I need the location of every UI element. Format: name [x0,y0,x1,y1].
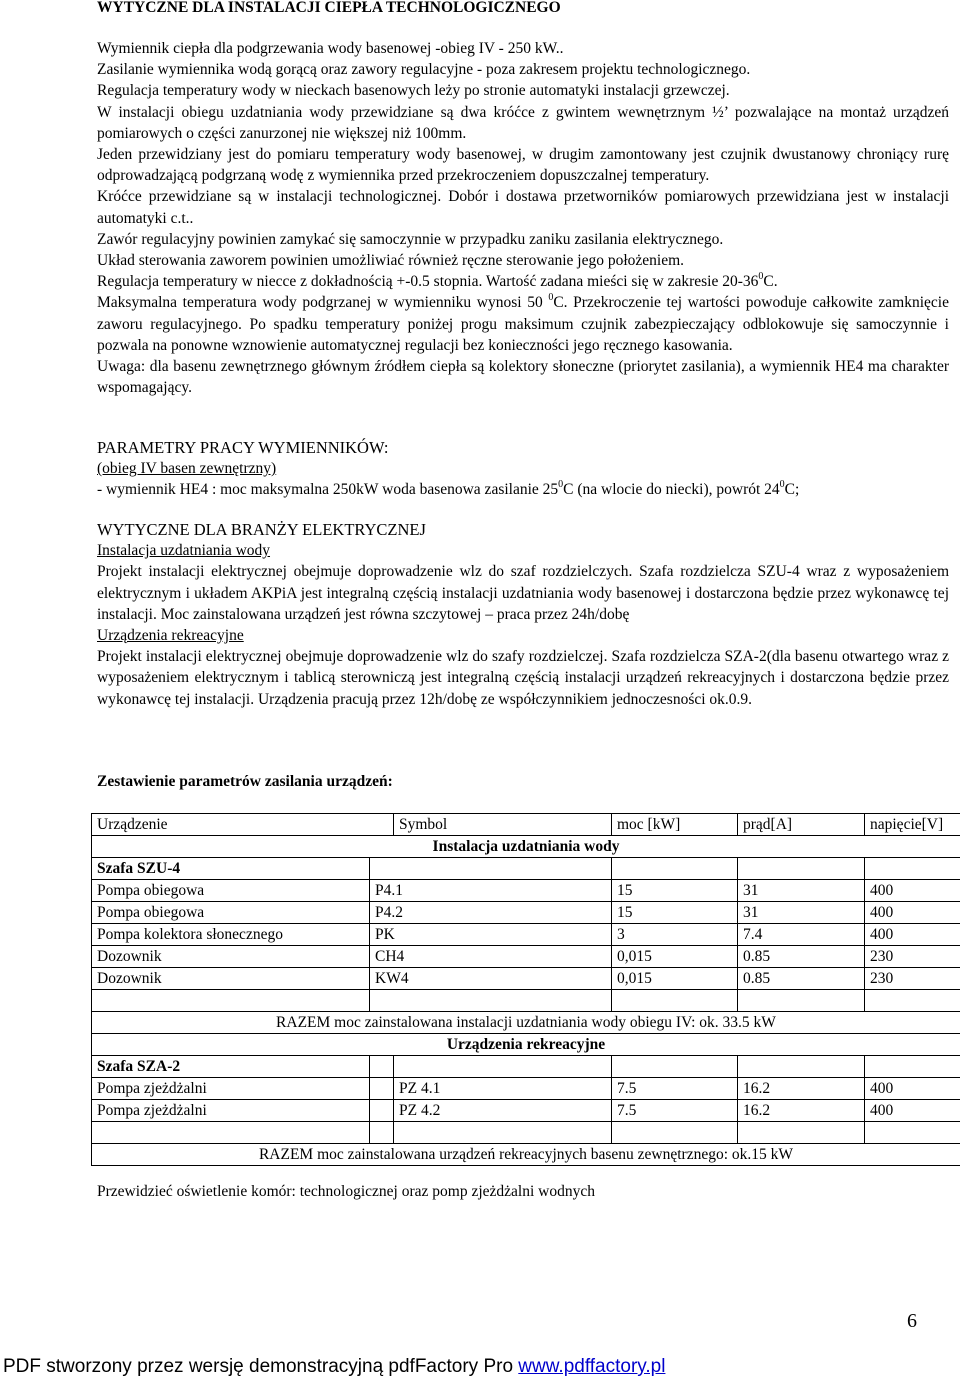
cell-power: 7.5 [612,1100,738,1122]
cell-voltage: 400 [865,1078,960,1100]
intro-line: Regulacja temperatury wody w nieckach basenowych leży po stronie automatyki instalacji grzewczej. [97,82,730,100]
cell-power: 15 [612,902,738,924]
header-cell: moc [kW] [612,814,738,836]
parameters-subheading: (obieg IV basen zewnętrzny) [97,460,277,478]
electrical-guidelines [97,519,949,710]
cell-device: Pompa obiegowa [92,902,370,924]
header-cell: Symbol [394,814,612,836]
recreation-subheading: Urządzenia rekreacyjne [97,627,244,645]
intro-line: Zawór regulacyjny powinien zamykać się samoczynnie w przypadku zaniku zasilania elektrycznego. [97,230,724,248]
intro-line: W instalacji obiegu uzdatniania wody przewidziane są dwa króćce z gwintem wewnętrznym ½’ pozwalające na montaż urządzeń pomiarowych o części zanurzonej nie większej niż 100mm. [97,103,949,142]
lighting-note: Przewidzieć oświetlenie komór: technologicznej oraz pomp zjeżdżalni wodnych [97,1183,595,1200]
group-title: Szafa SZU-4 [92,858,370,880]
cell-device: Pompa obiegowa [92,880,370,902]
group-row [92,1056,960,1078]
cell-symbol: P4.2 [370,902,612,924]
max-temperature-paragraph: Maksymalna temperatura wody podgrzanej w wymienniku wynosi 50 $^0$C. Przekroczenie tej wartości powoduje całkowite zamknięcie zaworu regulacyjnego. Po spadku temperatury poniżej progu maksimum czujnik zabezpieczający odblokowuje się samoczynnie i pozwala na ponowne wznowienie automatycznej regulacji bez konieczności jego ręcznego kasowania. [97,292,949,354]
power-parameters-table [91,813,960,1166]
section-row [92,1034,960,1056]
header-cell: Urządzenie [92,814,394,836]
cell-device: Pompa zjeżdżalni [92,1078,370,1100]
cell-symbol: KW4 [370,968,612,990]
cell-voltage: 400 [865,1100,960,1122]
cell-current: 31 [738,880,865,902]
banner-link[interactable]: www.pdffactory.pl [518,1356,666,1377]
cell-device: Dozownik [92,968,370,990]
exchanger-parameters [97,437,949,501]
cell-symbol: PZ 4.2 [394,1100,612,1122]
cell-symbol: PZ 4.1 [394,1078,612,1100]
recreation-paragraph: Projekt instalacji elektrycznej obejmuje doprowadzenie wlz do szafy rozdzielczej. Szafa rozdzielcza SZA-2(dla basenu otwartego wraz z wyposażeniem elektrycznym i tablicą sterowniczą jest integralną częścią instalacji urządzeń rekreacyjnych i dostarczona będzie przez wykonawcę tej instalacji. Urządzenia pracują przez 12h/dobę ze współczynnikiem jednoczesności ok.0.9. [97,648,949,708]
cell-current: 31 [738,902,865,924]
total-recreation: RAZEM moc zainstalowana urządzeń rekreacyjnych basenu zewnętrznego: ok.15 kW [92,1144,960,1166]
cell-device: Dozownik [92,946,370,968]
section-title: Urządzenia rekreacyjne [92,1034,960,1056]
water-treatment-subheading: Instalacja uzdatniania wody [97,542,271,560]
electrical-heading: WYTYCZNE DLA BRANŻY ELEKTRYCZNEJ [97,520,426,539]
table-row [92,968,960,990]
total-row [92,1012,960,1034]
page-number: 6 [907,1310,917,1332]
cell-symbol: CH4 [370,946,612,968]
table-header-row [92,814,960,836]
note-paragraph: Uwaga: dla basenu zewnętrznego głównym źródłem ciepła są kolektory słoneczne (priorytet zasilania), a wymiennik HE4 ma charakter wspomagający. [97,358,949,397]
cell-power: 0,015 [612,946,738,968]
group-title: Szafa SZA-2 [92,1056,370,1078]
table-row [92,902,960,924]
exchanger-line: - wymiennik HE4 : moc maksymalna 250kW woda basenowa zasilanie $25^0C$ (na wlocie do niecki), powrót $24^0C$; [97,479,800,499]
empty-row [92,1122,960,1144]
header-cell: prąd[A] [738,814,865,836]
intro-line: Króćce przewidziane są w instalacji technologicznej. Dobór i dostawa przetworników pomiarowych przewidziana jest w instalacji automatyki c.t.. [97,188,949,227]
cell-power: 7.5 [612,1078,738,1100]
empty-row [92,990,960,1012]
header-cell: napięcie[V] [865,814,960,836]
intro-line: Jeden przewidziany jest do pomiaru temperatury wody basenowej, w drugim zamontowany jest czujnik dwustanowy chroniący rurę odprowadzającą podgrzaną wodę z wymiennika przed przekroczeniem dopuszczalnej temperatury. [97,146,949,185]
summary-heading: Zestawienie parametrów zasilania urządzeń: [97,773,393,790]
cell-current: 0.85 [738,968,865,990]
cell-current: 16.2 [738,1078,865,1100]
table-row [92,880,960,902]
cell-voltage: 230 [865,946,960,968]
cell-power: 3 [612,924,738,946]
cell-current: 7.4 [738,924,865,946]
cell-voltage: 400 [865,902,960,924]
cell-device: Pompa zjeżdżalni [92,1100,370,1122]
total-row [92,1144,960,1166]
document-title: WYTYCZNE DLA INSTALACJI CIEPŁA TECHNOLOGICZNEGO [97,0,561,16]
total-water-treatment: RAZEM moc zainstalowana instalacji uzdatniania wody obiegu IV: ok. 33.5 kW [92,1012,960,1034]
cell-power: 15 [612,880,738,902]
table-row [92,946,960,968]
cell-symbol: PK [370,924,612,946]
cell-device: Pompa kolektora słonecznego [92,924,370,946]
intro-line: Wymiennik ciepła dla podgrzewania wody basenowej -obieg IV - 250 kW.. [97,40,564,57]
summary-heading-wrap [97,771,949,792]
cell-current: 0.85 [738,946,865,968]
cell-voltage: 400 [865,924,960,946]
regulation-line: Regulacja temperatury w niecce z dokładnością +-0.5 stopnia. Wartość zadana mieści się w zakresie $20-36^0C$. [97,271,778,291]
cell-power: 0,015 [612,968,738,990]
cell-voltage: 230 [865,968,960,990]
parameters-heading: PARAMETRY PRACY WYMIENNIKÓW: [97,438,389,457]
section-row [92,836,960,858]
table-row [92,1100,960,1122]
cell-voltage: 400 [865,880,960,902]
installation-guidelines [97,38,949,398]
water-treatment-paragraph: Projekt instalacji elektrycznej obejmuje doprowadzenie wlz do szaf rozdzielczych. Szafa rozdzielcza SZU-4 wraz z wyposażeniem elektrycznym i układem AKPiA jest integralną częścią instalacji uzdatniania wody basenowej i dostarczona będzie przez wykonawcę tej instalacji. Moc zainstalowana urządzeń jest równa szczytowej – praca przez 24h/dobę [97,563,949,623]
group-row [92,858,960,880]
section-title: Instalacja uzdatniania wody [92,836,960,858]
table-row [92,924,960,946]
table-row [92,1078,960,1100]
cell-symbol: P4.1 [370,880,612,902]
banner-text: PDF stworzony przez wersję demonstracyjną pdfFactory Pro [3,1356,519,1377]
cell-current: 16.2 [738,1100,865,1122]
intro-line: Układ sterowania zaworem powinien umożliwiać również ręczne sterowanie jego położeniem. [97,252,685,270]
intro-line: Zasilanie wymiennika wodą gorącą oraz zawory regulacyjne - poza zakresem projektu technologicznego. [97,61,751,79]
pdf-banner [3,1356,665,1378]
